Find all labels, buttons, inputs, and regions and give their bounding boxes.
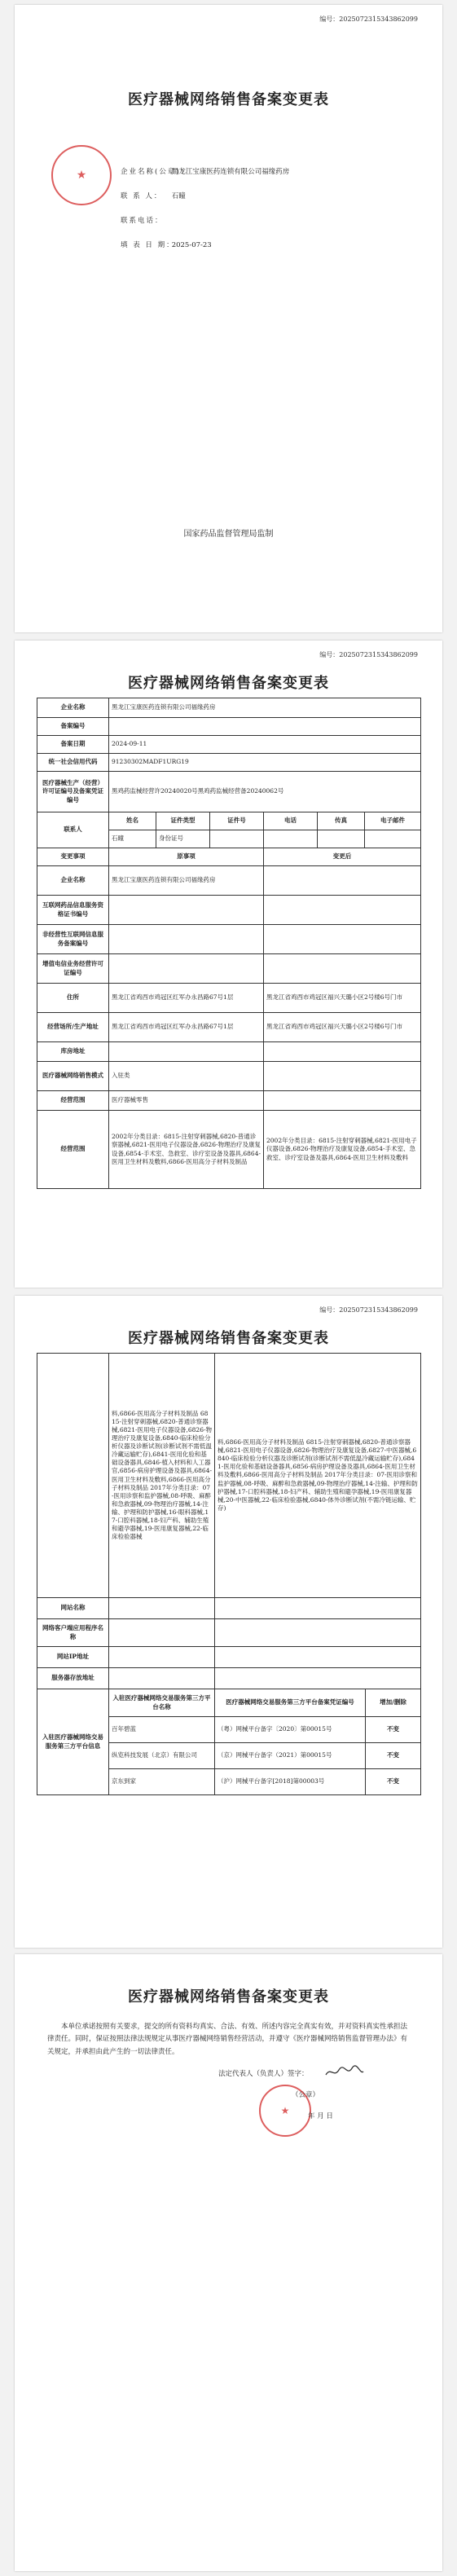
- table-row: [37, 1619, 421, 1647]
- company-label: 企业名称(公章)：: [121, 168, 190, 176]
- table-row: [37, 1668, 421, 1689]
- signer-date: 年 月 日: [308, 2112, 333, 2120]
- authority-footer: 国家药品监督管理局监制: [183, 530, 274, 539]
- name-before: 黑龙江宝康医药连锁有限公司福缘药房: [109, 866, 264, 896]
- premises-after: 黑龙江省鸡西市鸡冠区福兴天璐小区2号楼6号门市: [264, 1013, 421, 1042]
- table-row: [37, 1647, 421, 1668]
- table-row: [37, 698, 421, 718]
- blank-row-label: 增值电信业务经营许可证编号: [37, 954, 109, 984]
- table-row: [37, 1354, 421, 1598]
- cover-company-row: [121, 166, 289, 176]
- filing-no-label: 备案编号: [37, 718, 109, 736]
- platform-name: 京东到家: [109, 1769, 215, 1795]
- scope-label: 经营范围: [37, 1111, 109, 1189]
- table-row: [37, 848, 421, 866]
- table-row: [37, 812, 421, 830]
- contact-header: 电话: [264, 812, 318, 830]
- blank-row-label: 网络客户端应用程序名称: [37, 1619, 109, 1647]
- scope-before: 2002年分类目录：6815-注射穿刺器械,6820-普通诊察器械,6821-医用电子仪器设备,6826-物理治疗及康复设备,6854-手术室、急救室、诊疗室设备及器具,6864-医用卫生材料及敷料,6866-医用高分子材料及制品: [109, 1111, 264, 1189]
- phone-label: 联系电话：: [121, 217, 164, 225]
- filing-table: [37, 698, 421, 1189]
- company-value: 黑龙江宝康医药连锁有限公司福缘药房: [171, 168, 290, 176]
- declaration-text: 本单位承诺按照有关要求，提交的所有资料均真实、合法、有效、所述内容完全真实有效，并对资料真实性承担法律责任。同时，保证按照法律法规规定从事医疗器械网络销售经营活动，并遵守《医疗器械网络销售监督管理办法》有关规定，并承担由此产生的一切法律责任。: [47, 2023, 408, 2056]
- table-row: [37, 1598, 421, 1619]
- license-value: 黑鸡药监械经营许20240020号黑鸡药监械经营备20240062号: [109, 772, 421, 812]
- contact-label: 联 系 人：: [121, 192, 163, 200]
- contact-header: 电子邮件: [365, 812, 421, 830]
- platform-filing: （沪）网械平台备字[2018]第00003号: [215, 1769, 366, 1795]
- scope-before-cont: 料,6866-医用高分子材料及制品 6815-注射穿刺器械,6820-普通诊察器械,6821-医用电子仪器设备,6826-物理治疗及康复设备,6840-临床检验分析仪器及诊断试剂(诊断试剂不需低温冷藏运输贮存),6841-医用化验和基础设备器具,6846-植入材料和人工器官,6856-病房护理设备及器具,6864-医用卫生材料及敷料,6866-医用高分子材料及制品 2017年分类目录：07-医用诊察和监护器械,08-呼吸、麻醉和急救器械,09-物理治疗器械,14-注输、护理和防护器械,16-眼科器械,17-口腔科器械,18-妇产科、辅助生殖和避孕器械,19-医用康复器械,22-临床检验器械: [109, 1354, 215, 1598]
- company-name-label: 企业名称: [37, 698, 109, 718]
- name-after: [264, 866, 421, 896]
- premises-before: 黑龙江省鸡西市鸡冠区红军办永昌路67号1层: [109, 1013, 264, 1042]
- signer-label: 法定代表人（负责人）签字：: [218, 2070, 309, 2078]
- platform-filing: （京）网械平台备字（2021）第00015号: [215, 1743, 366, 1769]
- table-row: [37, 754, 421, 772]
- page-declaration: [15, 1954, 442, 2571]
- table-row: [37, 1013, 421, 1042]
- document-title: 医疗器械网络销售备案变更表: [128, 675, 329, 692]
- table-row: [37, 1689, 421, 1717]
- before-label: 原事项: [109, 848, 264, 866]
- continuation-table: [37, 1353, 421, 1795]
- blank-row-label: 非经营性互联网信息服务备案编号: [37, 925, 109, 954]
- table-row: [37, 736, 421, 754]
- blank-row-label: 网站IP地址: [37, 1647, 109, 1668]
- contact-value: 石曈: [171, 192, 186, 200]
- warehouse-label: 库房地址: [37, 1042, 109, 1062]
- seal-star-icon: ★: [76, 169, 87, 182]
- name-row-label: 企业名称: [37, 866, 109, 896]
- change-item-label: 变更事项: [37, 848, 109, 866]
- page-form-2: [15, 1296, 442, 1948]
- platform-label: 入驻医疗器械网络交易服务第三方平台信息: [37, 1689, 109, 1795]
- cover-contact-row: [121, 191, 186, 200]
- table-row: [37, 866, 421, 896]
- address-before: 黑龙江省鸡西市鸡冠区红军办永昌路67号1层: [109, 984, 264, 1013]
- document-title: 医疗器械网络销售备案变更表: [128, 1330, 329, 1347]
- table-row: [37, 954, 421, 984]
- table-row: [37, 1091, 421, 1111]
- serial-number: 编号：2025072315343862099: [319, 15, 418, 23]
- credit-code-value: 91230302MADF1URG19: [109, 754, 421, 772]
- model-after: [264, 1062, 421, 1091]
- seal-label: （公章）: [292, 2091, 320, 2099]
- platform-name: 纵览科技发展（北京）有限公司: [109, 1743, 215, 1769]
- platform-filing: （粤）网械平台备字〔2020〕第00015号: [215, 1717, 366, 1743]
- warehouse-after: [264, 1042, 421, 1062]
- date-label: 填 表 日 期：: [121, 241, 175, 249]
- category-before: 医疗器械零售: [109, 1091, 264, 1111]
- handwritten-signature: [324, 2065, 365, 2080]
- cover-phone-row: [121, 215, 169, 225]
- category-after: [264, 1091, 421, 1111]
- table-row: [37, 718, 421, 736]
- page-form-1: [15, 641, 442, 1288]
- cover-date-row: [121, 240, 212, 249]
- company-name-value: 黑龙江宝康医药连锁有限公司福缘药房: [109, 698, 421, 718]
- platform-action: 不变: [366, 1769, 421, 1795]
- table-row: [37, 1111, 421, 1189]
- filing-no-value: [109, 718, 421, 736]
- blank-row-label: 服务器存放地址: [37, 1668, 109, 1689]
- model-before: 入驻类: [109, 1062, 264, 1091]
- seal-star-icon: ★: [280, 2105, 290, 2116]
- warehouse-before: [109, 1042, 264, 1062]
- serial-number: 编号：2025072315343862099: [319, 1306, 418, 1314]
- contact-cell: [264, 830, 318, 848]
- document-title: 医疗器械网络销售备案变更表: [128, 91, 329, 108]
- scope-after-cont: 料,6866-医用高分子材料及制品 6815-注射穿刺器械,6820-普通诊察器械,6821-医用电子仪器设备,6826-物理治疗及康复设备,6827-中医器械,6840-临床检验分析仪器及诊断试剂(诊断试剂不需低温冷藏运输贮存),6841-医用化验和基础设备器具,6856-病房护理设备及器具,6864-医用卫生材料及敷料,6866-医用高分子材料及制品 2017年分类目录：07-医用诊察和监护器械,08-呼吸、麻醉和急救器械,09-物理治疗器械,14-注输、护理和防护器械,17-口腔科器械,18-妇产科、辅助生殖和避孕器械,19-医用康复器械,20-中医器械,22-临床检验器械,6840-体外诊断试剂(不需冷链运输、贮存): [215, 1354, 421, 1598]
- serial-number: 编号：2025072315343862099: [319, 651, 418, 658]
- table-row: [37, 896, 421, 925]
- contact-header: 证件类型: [156, 812, 210, 830]
- platform-name: 百年碧蓝: [109, 1717, 215, 1743]
- platform-header: 入驻医疗器械网络交易服务第三方平台名称: [109, 1689, 215, 1717]
- platform-action: 不变: [366, 1717, 421, 1743]
- contact-header: 姓名: [109, 812, 156, 830]
- table-row: [37, 984, 421, 1013]
- date-value: 2025-07-23: [171, 241, 212, 249]
- filing-date-value: 2024-09-11: [109, 736, 421, 754]
- table-row: [37, 772, 421, 812]
- contact-label: 联系人: [37, 812, 109, 848]
- platform-action: 不变: [366, 1743, 421, 1769]
- contact-cell: [318, 830, 365, 848]
- license-label: 医疗器械生产（经营）许可证编号及备案凭证编号: [37, 772, 109, 812]
- address-after: 黑龙江省鸡西市鸡冠区福兴天璐小区2号楼6号门市: [264, 984, 421, 1013]
- address-label: 住所: [37, 984, 109, 1013]
- contact-cell: 身份证号: [156, 830, 210, 848]
- blank-row-label: 网站名称: [37, 1598, 109, 1619]
- table-row: [37, 1062, 421, 1091]
- blank-row-label: 互联网药品信息服务资格证书编号: [37, 896, 109, 925]
- platform-header: 增加/删除: [366, 1689, 421, 1717]
- premises-label: 经营场所/生产地址: [37, 1013, 109, 1042]
- contact-header: 传真: [318, 812, 365, 830]
- contact-cell: 石曈: [109, 830, 156, 848]
- document-title: 医疗器械网络销售备案变更表: [128, 1988, 329, 2006]
- contact-cell: [365, 830, 421, 848]
- after-label: 变更后: [264, 848, 421, 866]
- company-seal: [51, 145, 112, 205]
- contact-cell: [210, 830, 264, 848]
- table-row: [37, 925, 421, 954]
- contact-header: 证件号: [210, 812, 264, 830]
- credit-code-label: 统一社会信用代码: [37, 754, 109, 772]
- platform-header: 医疗器械网络交易服务第三方平台备案凭证编号: [215, 1689, 366, 1717]
- table-row: [37, 1042, 421, 1062]
- filing-date-label: 备案日期: [37, 736, 109, 754]
- model-label: 医疗器械网络销售模式: [37, 1062, 109, 1091]
- page-cover: [15, 5, 442, 632]
- category-label: 经营范围: [37, 1091, 109, 1111]
- scope-after: 2002年分类目录：6815-注射穿刺器械,6821-医用电子仪器设备,6826-物理治疗及康复设备,6854-手术室、急救室、诊疗室设备及器具,6864-医用卫生材料及敷料: [264, 1111, 421, 1189]
